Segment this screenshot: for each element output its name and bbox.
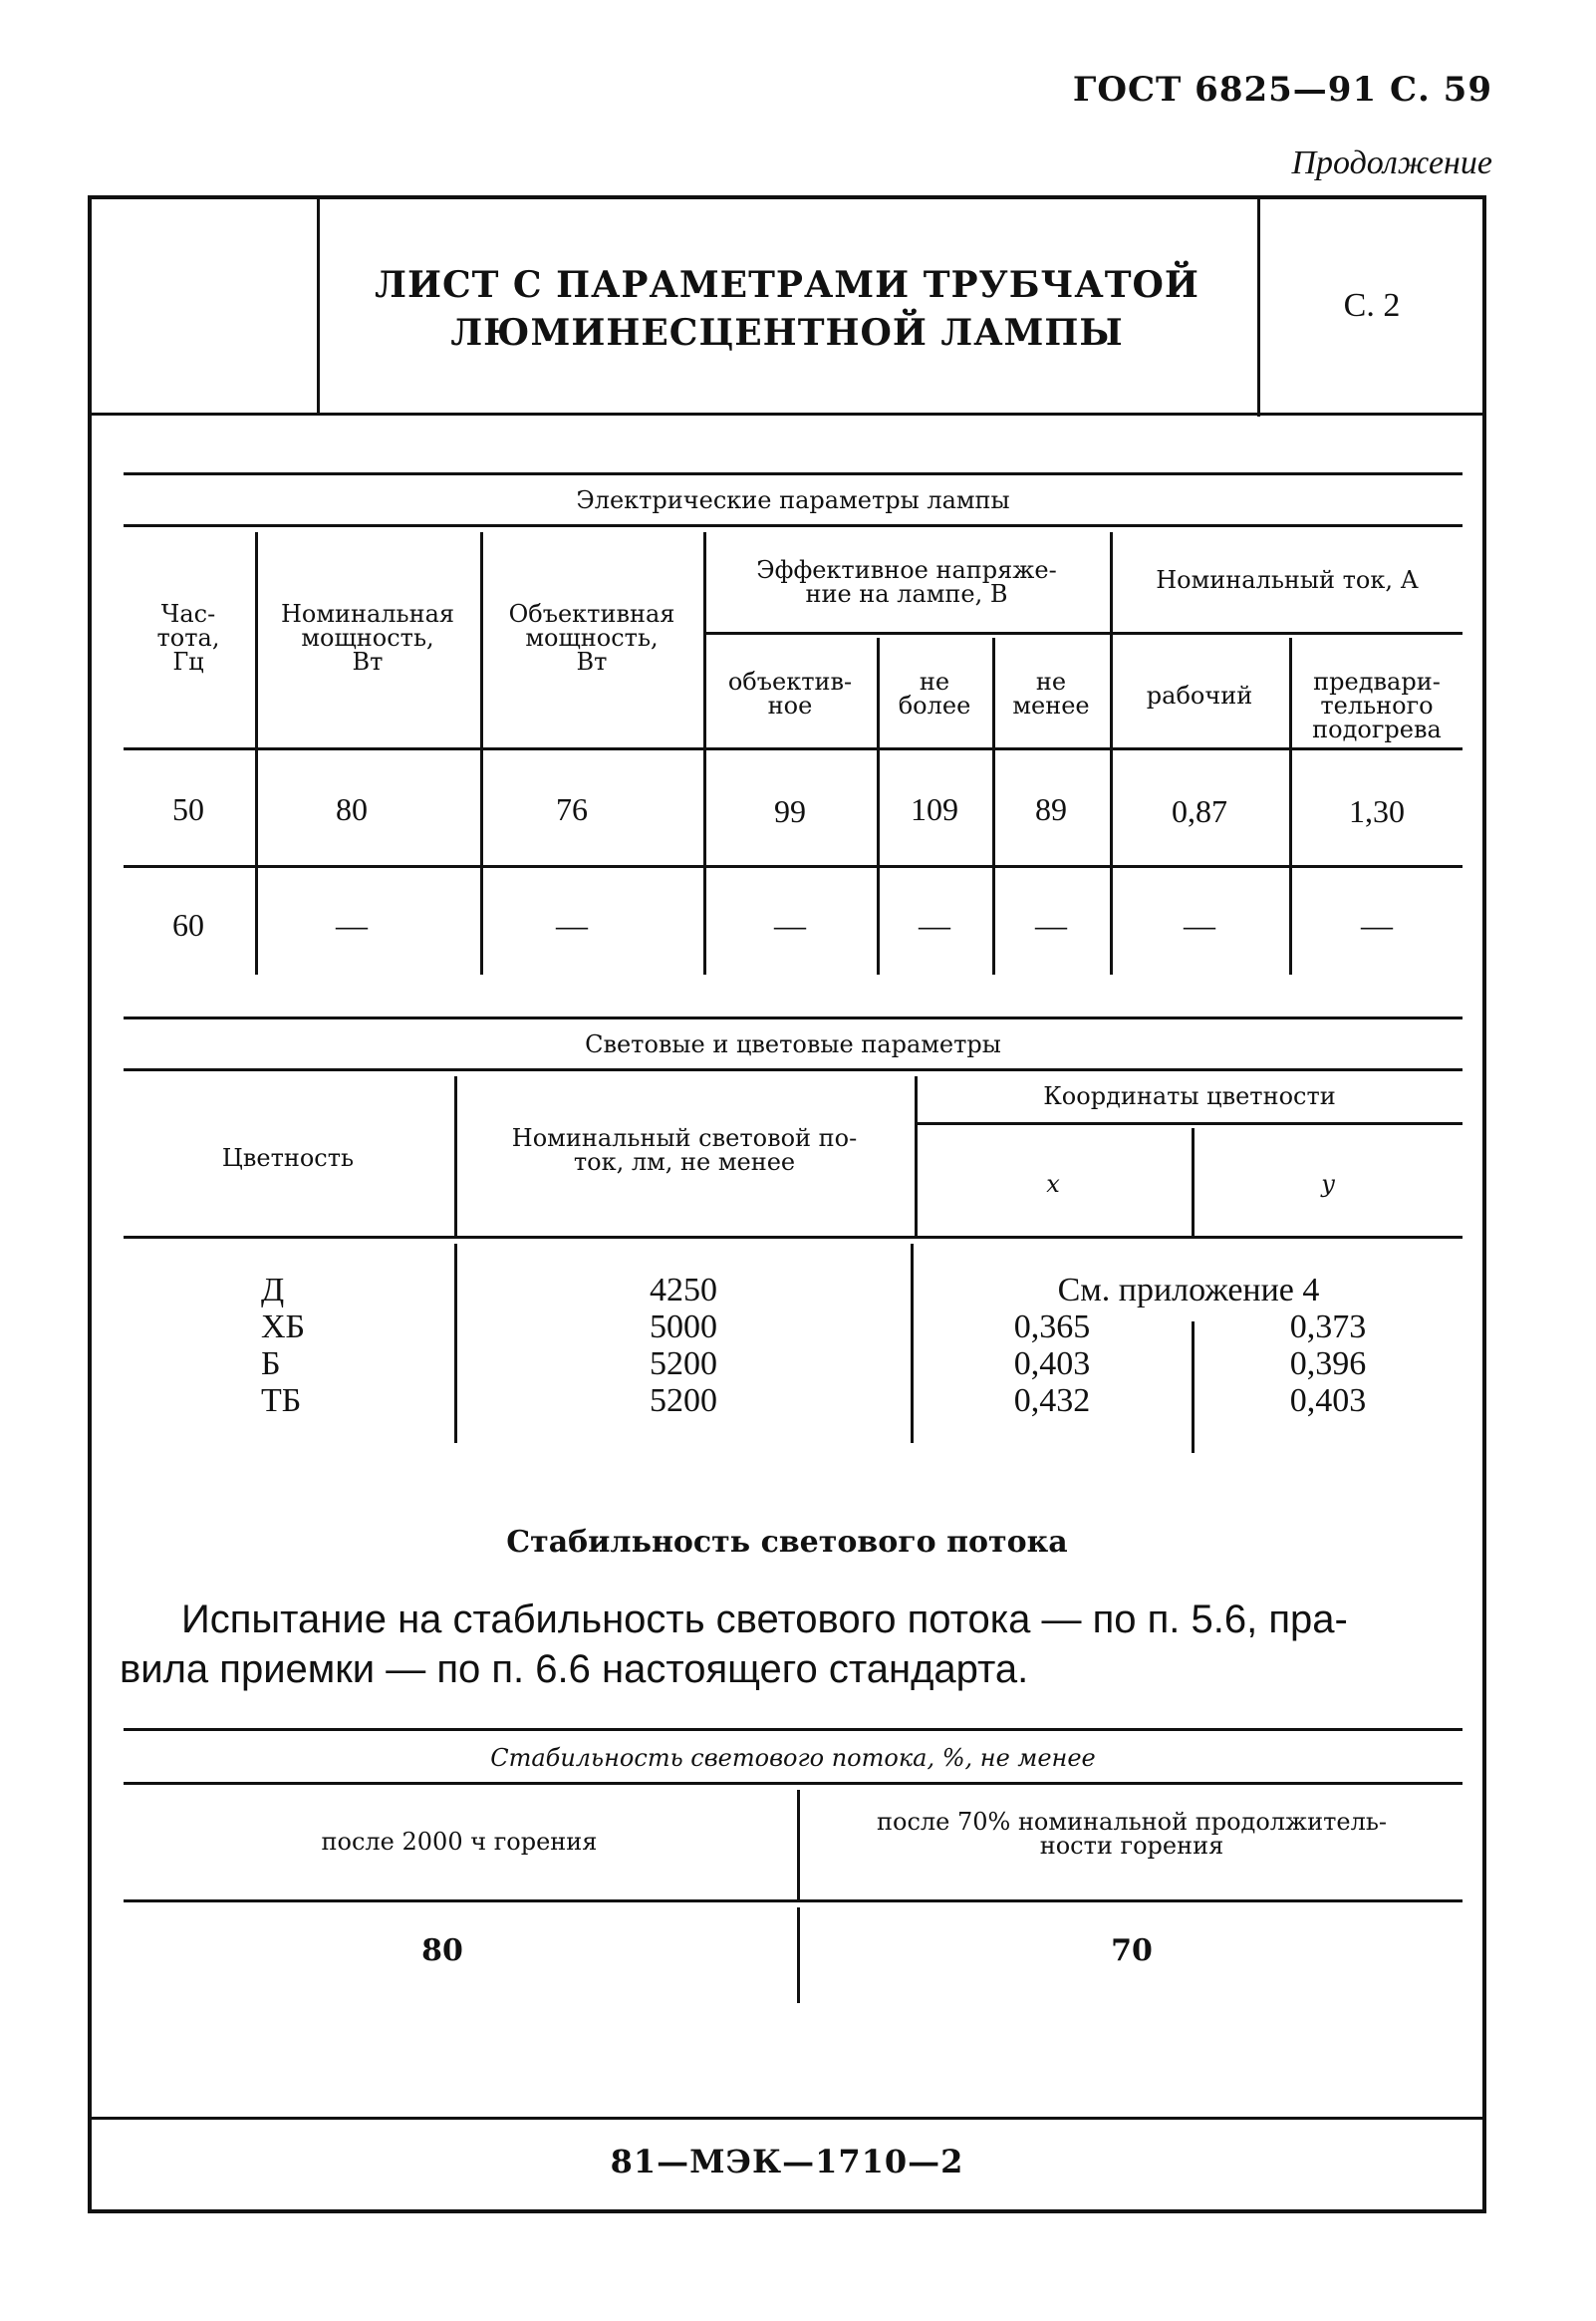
- list-item: 0,403: [1013, 1345, 1091, 1382]
- col-voltage-max-l2: более: [898, 692, 971, 720]
- cell-objective-power: —: [556, 907, 588, 943]
- col-after-70pct-l1: после 70% номинальной продолжитель-: [877, 1808, 1387, 1836]
- light-caption: Световые и цветовые параметры: [585, 1030, 1001, 1058]
- sheet-code: 81—МЭК—1710—2: [610, 2143, 964, 2180]
- col-voltage-min-l1: не: [1035, 668, 1067, 696]
- col-luminous-flux-l1: Номинальный световой по-: [511, 1124, 858, 1152]
- stab-top-rule: [124, 1728, 1463, 1731]
- stab-header-bottom-rule: [124, 1899, 1463, 1902]
- title-divider-right: [1257, 199, 1260, 417]
- light-body-vline-2: [911, 1244, 914, 1443]
- col-voltage-max: [879, 670, 990, 718]
- cell-objective-power: 76: [556, 791, 588, 827]
- cell-voltage-max: —: [919, 907, 950, 943]
- list-item: 4250: [650, 1272, 717, 1308]
- stab-vline-header: [797, 1790, 800, 1899]
- list-item: Б: [261, 1345, 281, 1382]
- col-objective-power: [482, 602, 701, 674]
- sheet-page-number: С. 2: [1343, 287, 1401, 324]
- elec-caption-rule: [124, 524, 1463, 527]
- gost-page-header: ГОСТ 6825—91 С. 59: [1072, 70, 1492, 110]
- col-x: x: [1046, 1170, 1060, 1198]
- col-objective-power-l3: Вт: [576, 648, 608, 676]
- cell-voltage-max: 109: [911, 791, 958, 827]
- cell-voltage-objective: —: [774, 907, 806, 943]
- col-voltage-max-l1: не: [919, 668, 950, 696]
- col-after-70pct: [801, 1810, 1463, 1858]
- sheet-title-line2: ЛЮМИНЕСЦЕНТНОЙ ЛАМПЫ: [450, 312, 1124, 354]
- col-luminous-flux: [456, 1126, 913, 1174]
- stab-caption-rule: [124, 1782, 1463, 1785]
- cell-after-70pct: 70: [1111, 1933, 1153, 1968]
- stability-paragraph: [120, 1595, 1474, 1694]
- cell-current-working: —: [1184, 907, 1215, 943]
- elec-top-rule: [124, 472, 1463, 475]
- stability-paragraph-l1: Испытание на стабильность светового потока — по п. 5.6, пра-: [181, 1597, 1348, 1641]
- col-voltage-l2: ние на лампе, В: [805, 580, 1008, 608]
- col-after-70pct-l2: ности горения: [1039, 1832, 1224, 1860]
- col-y: y: [1321, 1170, 1335, 1198]
- col-nominal-power-l1: Номинальная: [280, 600, 455, 628]
- col-frequency-l3: Гц: [172, 648, 204, 676]
- list-item: Д: [261, 1272, 285, 1308]
- title-divider-left: [317, 199, 320, 413]
- col-voltage-l1: Эффективное напряже-: [756, 556, 1057, 584]
- col-voltage: [705, 558, 1108, 606]
- y-list: [1194, 1308, 1463, 1419]
- elec-caption: Электрические параметры лампы: [576, 486, 1010, 514]
- col-objective-power-l2: мощность,: [525, 624, 659, 652]
- col-voltage-min-l2: менее: [1012, 692, 1090, 720]
- cell-voltage-min: 89: [1035, 791, 1067, 827]
- col-current-working: рабочий: [1146, 682, 1253, 710]
- list-item: 0,396: [1289, 1345, 1367, 1382]
- cell-nominal-power: —: [336, 907, 368, 943]
- stab-vline-body: [797, 1907, 800, 2003]
- cell-voltage-min: —: [1035, 907, 1067, 943]
- stability-paragraph-l2: вила приемки — по п. 6.6 настоящего стандарта.: [120, 1647, 1029, 1691]
- col-current-preheat-l3: подогрева: [1312, 716, 1442, 743]
- stab-caption: Стабильность светового потока, %, не менее: [490, 1744, 1096, 1772]
- col-current-preheat-l2: тельного: [1320, 692, 1434, 720]
- col-nominal-power-l2: мощность,: [301, 624, 434, 652]
- cell-current-working: 0,87: [1172, 793, 1227, 829]
- sheet-title: [321, 261, 1253, 357]
- list-item: 0,365: [1013, 1308, 1091, 1345]
- col-after-2000h: после 2000 ч горения: [321, 1828, 598, 1856]
- light-top-rule: [124, 1016, 1463, 1019]
- list-item: 5200: [650, 1345, 717, 1382]
- list-item: 5000: [650, 1308, 717, 1345]
- col-voltage-objective-l1: объектив-: [727, 668, 853, 696]
- list-item: ТБ: [261, 1382, 302, 1419]
- cell-current-preheat: 1,30: [1349, 793, 1405, 829]
- cell-voltage-objective: 99: [774, 793, 806, 829]
- col-voltage-objective-l2: ное: [767, 692, 813, 720]
- cell-current-preheat: —: [1361, 907, 1393, 943]
- list-item: 0,373: [1289, 1308, 1367, 1345]
- col-voltage-min: [994, 670, 1108, 718]
- light-caption-rule: [124, 1068, 1463, 1071]
- list-item: ХБ: [261, 1308, 306, 1345]
- color-list: [261, 1272, 361, 1419]
- chromaticity-note: См. приложение 4: [1057, 1272, 1320, 1308]
- sheet-title-line1: ЛИСТ С ПАРАМЕТРАМИ ТРУБЧАТОЙ: [375, 264, 1199, 306]
- elec-subheader-rule: [705, 632, 1463, 635]
- footer-rule: [92, 2117, 1482, 2120]
- x-list: [915, 1308, 1190, 1419]
- col-current: Номинальный ток, А: [1156, 566, 1419, 594]
- light-coords-rule: [917, 1122, 1463, 1125]
- col-current-preheat: [1291, 670, 1463, 741]
- list-item: 0,403: [1289, 1382, 1367, 1419]
- col-luminous-flux-l2: ток, лм, не менее: [573, 1148, 796, 1176]
- elec-row-rule: [124, 865, 1463, 868]
- col-nominal-power-l3: Вт: [352, 648, 384, 676]
- list-item: 5200: [650, 1382, 717, 1419]
- col-current-preheat-l1: предвари-: [1313, 668, 1441, 696]
- col-frequency-l2: тота,: [156, 624, 220, 652]
- elec-header-bottom-rule: [124, 747, 1463, 750]
- stability-heading: Стабильность светового потока: [506, 1525, 1068, 1560]
- cell-freq: 60: [172, 907, 204, 943]
- col-chromaticity: Координаты цветности: [1043, 1082, 1336, 1110]
- cell-nominal-power: 80: [336, 791, 368, 827]
- col-color: Цветность: [221, 1144, 355, 1172]
- col-frequency: [124, 602, 253, 674]
- list-item: 0,432: [1013, 1382, 1091, 1419]
- continuation-label: Продолжение: [1291, 145, 1492, 181]
- light-header-bottom-rule: [124, 1236, 1463, 1239]
- col-voltage-objective: [705, 670, 875, 718]
- cell-after-2000h: 80: [421, 1933, 463, 1968]
- flux-list: [456, 1272, 911, 1419]
- col-objective-power-l1: Объективная: [508, 600, 675, 628]
- cell-freq: 50: [172, 791, 204, 827]
- title-bottom-rule: [92, 413, 1482, 416]
- col-frequency-l1: Час-: [160, 600, 216, 628]
- col-nominal-power: [257, 602, 478, 674]
